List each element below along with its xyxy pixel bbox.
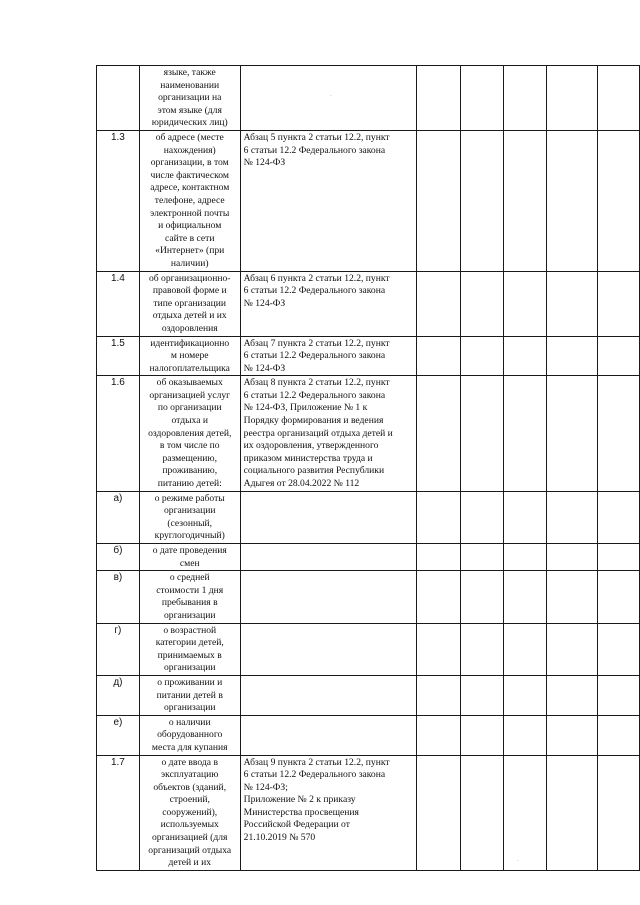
empty-cell: [416, 623, 461, 675]
empty-cell: [546, 271, 598, 336]
registry-table: [96, 65, 640, 871]
empty-cell: [461, 544, 504, 571]
row-number: 1.7: [97, 755, 140, 870]
row-legal-basis: [240, 491, 416, 543]
empty-cell: [504, 66, 547, 131]
empty-cell: [598, 376, 640, 491]
scan-mark: .: [517, 857, 519, 863]
empty-cell: [416, 491, 461, 543]
empty-cell: [416, 336, 461, 376]
row-legal-basis: [240, 715, 416, 755]
empty-cell: [416, 376, 461, 491]
empty-cell: [598, 66, 640, 131]
empty-cell: [416, 571, 461, 623]
table-row: [97, 336, 640, 376]
empty-cell: [598, 271, 640, 336]
row-legal-basis: [240, 66, 416, 131]
row-legal-basis: Абзац 5 пункта 2 статьи 12.2, пункт 6 статьи 12.2 Федерального закона № 124-ФЗ: [240, 131, 416, 272]
row-description: об организационно- правовой форме и типе организации отдыха детей и их оздоровления: [139, 271, 240, 336]
table-row: [97, 131, 640, 272]
empty-cell: [546, 571, 598, 623]
empty-cell: [546, 755, 598, 870]
empty-cell: [598, 491, 640, 543]
table-row: [97, 755, 640, 870]
empty-cell: [504, 675, 547, 715]
empty-cell: [546, 336, 598, 376]
empty-cell: [598, 715, 640, 755]
empty-cell: [598, 131, 640, 272]
row-number: 1.5: [97, 336, 140, 376]
empty-cell: [416, 66, 461, 131]
empty-cell: [504, 571, 547, 623]
row-description: языке, также наименовании организации на этом языке (для юридических лиц): [139, 66, 240, 131]
empty-cell: [546, 131, 598, 272]
empty-cell: [598, 755, 640, 870]
row-legal-basis: Абзац 9 пункта 2 статьи 12.2, пункт 6 статьи 12.2 Федерального закона № 124-ФЗ; Приложение № 2 к приказу Министерства просвещения Российской Федерации от 21.10.2019 № 570: [240, 755, 416, 870]
empty-cell: [461, 336, 504, 376]
empty-cell: [546, 491, 598, 543]
row-description: о наличии оборудованного места для купания: [139, 715, 240, 755]
empty-cell: [416, 675, 461, 715]
empty-cell: [461, 623, 504, 675]
empty-cell: [461, 271, 504, 336]
empty-cell: [546, 376, 598, 491]
empty-cell: [416, 131, 461, 272]
row-description: о средней стоимости 1 дня пребывания в организации: [139, 571, 240, 623]
empty-cell: [504, 544, 547, 571]
row-legal-basis: [240, 544, 416, 571]
empty-cell: [598, 623, 640, 675]
empty-cell: [598, 544, 640, 571]
table-row: [97, 623, 640, 675]
empty-cell: [504, 491, 547, 543]
row-legal-basis: [240, 623, 416, 675]
row-description: о проживании и питании детей в организации: [139, 675, 240, 715]
table-row: [97, 715, 640, 755]
row-description: о режиме работы организации (сезонный, круглогодичный): [139, 491, 240, 543]
row-description: о дате ввода в эксплуатацию объектов (зданий, строений, сооружений), используемых организацией (для организаций отдыха детей и их: [139, 755, 240, 870]
row-number: в): [97, 571, 140, 623]
table-row: [97, 571, 640, 623]
row-number: 1.3: [97, 131, 140, 272]
row-number: 1.6: [97, 376, 140, 491]
row-number: 1.4: [97, 271, 140, 336]
scan-mark: .: [330, 92, 332, 98]
table-row: [97, 491, 640, 543]
empty-cell: [546, 623, 598, 675]
empty-cell: [416, 544, 461, 571]
empty-cell: [598, 336, 640, 376]
empty-cell: [546, 66, 598, 131]
row-description: об адресе (месте нахождения) организации, в том числе фактическом адресе, контактном телефоне, адресе электронной почты и официальном сайте в сети «Интернет» (при наличии): [139, 131, 240, 272]
table-row: [97, 544, 640, 571]
empty-cell: [504, 131, 547, 272]
row-number: д): [97, 675, 140, 715]
row-number: б): [97, 544, 140, 571]
empty-cell: [504, 336, 547, 376]
empty-cell: [461, 131, 504, 272]
table-body: [97, 66, 640, 871]
row-description: идентификационно м номере налогоплательщика: [139, 336, 240, 376]
table-row: [97, 66, 640, 131]
table-row: [97, 271, 640, 336]
empty-cell: [416, 271, 461, 336]
empty-cell: [598, 571, 640, 623]
table-row: [97, 376, 640, 491]
row-legal-basis: Абзац 7 пункта 2 статьи 12.2, пункт 6 статьи 12.2 Федерального закона № 124-ФЗ: [240, 336, 416, 376]
empty-cell: [461, 491, 504, 543]
row-legal-basis: Абзац 6 пункта 2 статьи 12.2, пункт 6 статьи 12.2 Федерального закона № 124-ФЗ: [240, 271, 416, 336]
empty-cell: [504, 376, 547, 491]
row-description: об оказываемых организацией услуг по организации отдыха и оздоровления детей, в том числе по размещению, проживанию, питанию детей:: [139, 376, 240, 491]
table-row: [97, 675, 640, 715]
empty-cell: [416, 755, 461, 870]
empty-cell: [504, 623, 547, 675]
empty-cell: [461, 376, 504, 491]
row-number: г): [97, 623, 140, 675]
row-legal-basis: [240, 571, 416, 623]
empty-cell: [461, 675, 504, 715]
row-number: е): [97, 715, 140, 755]
row-number: а): [97, 491, 140, 543]
empty-cell: [504, 755, 547, 870]
empty-cell: [546, 544, 598, 571]
empty-cell: [546, 675, 598, 715]
empty-cell: [461, 571, 504, 623]
empty-cell: [461, 755, 504, 870]
row-description: о дате проведения смен: [139, 544, 240, 571]
empty-cell: [504, 271, 547, 336]
row-legal-basis: [240, 675, 416, 715]
empty-cell: [416, 715, 461, 755]
row-legal-basis: Абзац 8 пункта 2 статьи 12.2, пункт 6 статьи 12.2 Федерального закона № 124-ФЗ, Приложение № 1 к Порядку формирования и ведения реестра организаций отдыха детей и их оздоровления, утвержденного приказом министерства труда и социального развития Республики Адыгея от 28.04.2022 № 112: [240, 376, 416, 491]
row-number: [97, 66, 140, 131]
empty-cell: [546, 715, 598, 755]
empty-cell: [598, 675, 640, 715]
empty-cell: [461, 66, 504, 131]
empty-cell: [504, 715, 547, 755]
row-description: о возрастной категории детей, принимаемых в организации: [139, 623, 240, 675]
empty-cell: [461, 715, 504, 755]
